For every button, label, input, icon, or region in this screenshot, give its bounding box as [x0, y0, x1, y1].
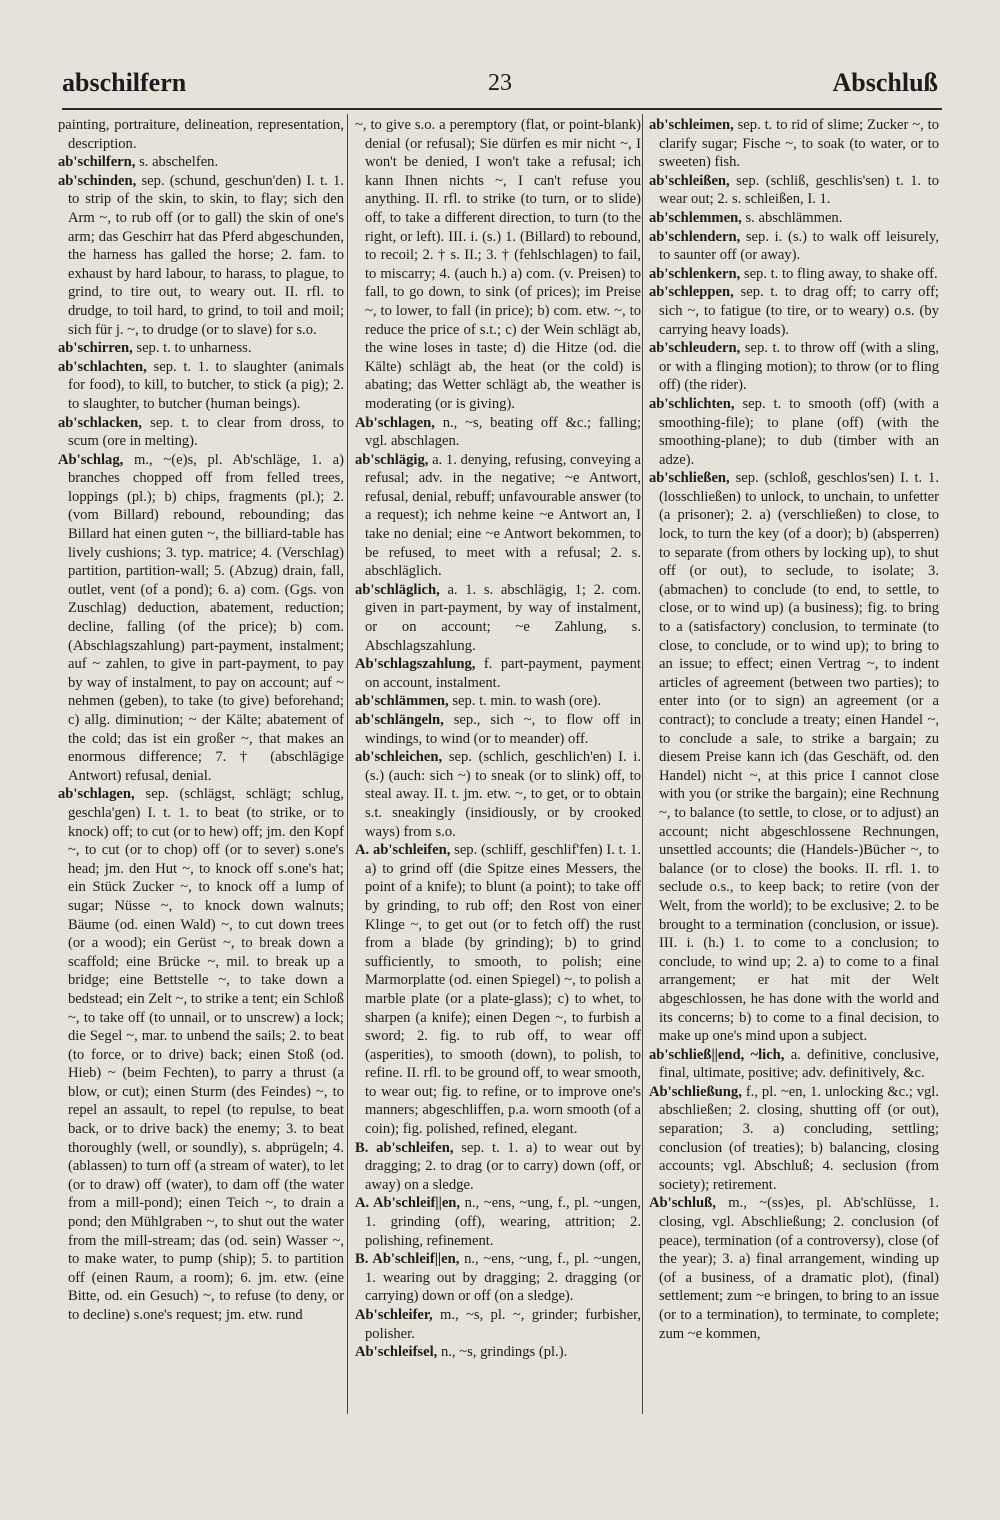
- dictionary-entry: [649, 339, 939, 395]
- entry-headword: ab'schirren,: [58, 340, 133, 357]
- entry-definition: sep. t. 1. a) to wear out by dragging; 2. to drag (or to carry) down (off, or away) on a sledge.: [365, 1139, 641, 1193]
- dictionary-entry: [649, 172, 939, 209]
- dictionary-entry: [355, 692, 641, 711]
- entry-definition: sep. (schund, geschun'den) I. t. 1. to strip of the skin, to skin, to flay; sich den Arm ~, to rub off (or to gall) the skin of one's arm; das Geschirr hat das Pferd abgeschunden, the harness has galled the horse; 2. fam. to exhaust by hard labour, to harass, to plague, to grind, to tire out, to weary out. II. rfl. to drudge, to toil hard, to grind, to toil and moil; sich für j. ~, to drudge (or to slave) for s.o.: [68, 172, 344, 338]
- entry-definition: sep. t. to clear from dross, to scum (ore in melting).: [68, 414, 344, 450]
- column-divider-2: [642, 114, 643, 1414]
- dictionary-entry: [649, 469, 939, 1045]
- entry-headword: Ab'schlagszahlung,: [355, 656, 476, 673]
- entry-headword: ab'schläglich,: [355, 581, 440, 598]
- entry-headword: Ab'schlagen,: [355, 414, 435, 431]
- entry-headword: Ab'schleifsel,: [355, 1344, 438, 1361]
- entry-headword: A. ab'schleifen,: [355, 842, 451, 859]
- entry-headword: A. Ab'schleif||en,: [355, 1195, 461, 1212]
- entry-definition: sep. (schliß, geschlis'sen) t. 1. to wear out; 2. s. schleißen, I. 1.: [659, 172, 939, 208]
- header-rule: [62, 108, 942, 110]
- dictionary-entry: [58, 414, 344, 451]
- entry-headword: ab'schlichten,: [649, 395, 735, 412]
- entry-definition: sep. (schloß, geschlos'sen) I. t. 1. (losschließen) to unlock, to unchain, to unfetter (a prisoner); 2. a) (verschließen) to close, to lock, to turn the key (of a door); b) (absperren) to separate (from others by locking up), to shut off (or out), to seclude, to isolate; 3. (abmachen) to conclude (to end, to settle, to close, or to wind up) (a business); fig. to bring to a (satisfactory) conclusion, to terminate (to close, to conclude, or to wind up); to bring to an issue; to effect; einen Vertrag ~, to indent articles of agreement (between two parties); to enter into (or to sign) an agreement (or a contract); to conclude a treaty; einen Handel ~, to conclude a sale, to strike a bargain; zu diesem Preise kann ich (das Geschäft, od. den Handel) nicht ~, at this price I cannot close with you (or strike the bargain); eine Rechnung ~, to balance (to settle, to close, or to adjust) an account; nicht abgeschlossene Rechnungen, unsettled accounts; die (Handels-)Bücher ~, to balance (or to close) the books. II. rfl. 1. to seclude o.s., to keep back; to retire (von der Welt, from the world); to be exclusive; 2. to be brought to a termination (conclusion, or issue). III. i. (h.) 1. to come to a conclusion; to conclude, to wind up; 2. a) to come to a final arrangement; er hat mit der Welt abgeschlossen, he has done with the world and its concerns; b) to come to a final decision, to make up one's mind upon a subject.: [659, 470, 939, 1045]
- dictionary-entry: [355, 414, 641, 451]
- entry-headword: ab'schleißen,: [649, 172, 730, 189]
- entry-definition: sep. i. (s.) to walk off leisurely, to saunter off (or away).: [659, 228, 939, 264]
- dictionary-entry: [58, 339, 344, 358]
- dictionary-entry: [58, 172, 344, 339]
- dictionary-entry: [649, 116, 939, 172]
- dictionary-entry: [58, 785, 344, 1324]
- dictionary-entry: [355, 1194, 641, 1250]
- entry-definition: a. definitive, conclusive, final, ultimate, positive; adv. definitively, &c.: [659, 1046, 939, 1082]
- dictionary-entry: [649, 209, 939, 228]
- entry-definition: ~, to give s.o. a peremptory (flat, or point-blank) denial (or refusal); Sie dürfen es mir nicht ~, I won't be denied, I won't take a refusal; ich kann Ihnen nichts ~, I can't refuse you anything. II. rfl. to strike (to turn, or to slide) off, to take a different direction, to turn (to the right, or left). III. i. (s.) 1. (Billard) to rebound, to recoil; 2. † s. II.; 3. † (fehlschlagen) to fail, to miscarry; 4. (auch h.) a) com. (v. Preisen) to fall, to go down, to sink (of prices); im Preise ~, to lower, to fall (in price); b) com. etw. ~, to reduce the price of s.t.; c) der Wein schlägt ab, the wine loses in taste; d) die Hitze (od. die Kälte) schlägt ab, the heat (or the cold) is abating; das Wetter schlägt ab, the weather is moderating (or is giving).: [355, 117, 641, 412]
- dictionary-entry: [355, 116, 641, 414]
- dictionary-entry: [649, 395, 939, 469]
- column-1: [58, 116, 344, 1416]
- right-running-headword: Abschluß: [832, 68, 938, 97]
- entry-headword: ab'schlenkern,: [649, 265, 741, 282]
- dictionary-entry: [355, 1250, 641, 1306]
- entry-headword: ab'schlendern,: [649, 228, 741, 245]
- entry-headword: ab'schleimen,: [649, 117, 734, 133]
- column-3: [649, 116, 939, 1416]
- dictionary-entry: [355, 1139, 641, 1195]
- entry-definition: sep. t. to unharness.: [136, 340, 252, 357]
- entry-definition: m., ~(ss)es, pl. Ab'schlüsse, 1. closing, vgl. Abschließung; 2. conclusion (of peace), termination (of a controversy), close (of the year); 3. a) final arrangement, winding up (of a business, of a dramatic plot), (final) settlement; zum ~e bringen, to bring to an issue (or to a termination), to terminate, to complete; zum ~e kommen,: [659, 1195, 939, 1342]
- entry-headword: ab'schinden,: [58, 172, 137, 189]
- entry-headword: ab'schlemmen,: [649, 209, 742, 226]
- entry-definition: sep. (schlich, geschlich'en) I. i. (s.) (auch: sich ~) to sneak (or to slink) off, to steal away. II. t. jm. etw. ~, to get, or to obtain s.t. sneakingly (insidiously, or by crooked ways) from s.o.: [365, 749, 641, 840]
- entry-headword: ab'schleppen,: [649, 284, 734, 301]
- entry-headword: ab'schlämmen,: [355, 693, 449, 710]
- entry-definition: n., ~s, grindings (pl.).: [440, 1344, 568, 1361]
- entry-definition: m., ~s, pl. ~, grinder; furbisher, polisher.: [365, 1307, 641, 1342]
- dictionary-entry: [649, 1046, 939, 1083]
- entry-headword: Ab'schleifer,: [355, 1307, 433, 1323]
- dictionary-entry: [355, 451, 641, 581]
- entry-definition: n., ~ens, ~ung, f., pl. ~ungen, 1. wearing out by dragging; 2. dragging (or carrying) down or off (on a sledge).: [365, 1251, 641, 1305]
- entry-definition: n., ~s, beating off &c.; falling; vgl. abschlagen.: [365, 414, 641, 450]
- dictionary-entry: [58, 358, 344, 414]
- entry-definition: n., ~ens, ~ung, f., pl. ~ungen, 1. grinding (off), wearing, attrition; 2. polishing, refinement.: [365, 1195, 641, 1249]
- entry-headword: B. Ab'schleif||en,: [355, 1251, 460, 1268]
- entry-definition: sep. t. to throw off (with a sling, or with a flinging motion); to throw (or to fling off) (the rider).: [659, 340, 939, 394]
- entry-definition: sep. t. to smooth (off) (with a smoothing-file); to plane (off) (with the smoothing-plane); to dub (timber with an adze).: [659, 395, 939, 468]
- column-2: [355, 116, 641, 1416]
- entry-headword: ab'schlachten,: [58, 358, 147, 375]
- dictionary-entry: [649, 265, 939, 284]
- entry-headword: ab'schilfern,: [58, 154, 136, 171]
- entry-headword: ab'schlägig,: [355, 451, 429, 468]
- entry-headword: Ab'schließung,: [649, 1083, 742, 1100]
- entry-headword: ab'schleichen,: [355, 749, 443, 766]
- left-running-headword: abschilfern: [62, 68, 187, 97]
- entry-definition: painting, portraiture, delineation, representation, description.: [58, 117, 344, 152]
- dictionary-entry: [58, 451, 344, 786]
- entry-definition: sep. t. to rid of slime; Zucker ~, to clarify sugar; Fische ~, to soak (to water, or to sweeten) fish.: [659, 117, 939, 171]
- dictionary-entry: [355, 1343, 641, 1362]
- dictionary-entry: [355, 841, 641, 1139]
- entry-headword: Ab'schlag,: [58, 451, 124, 468]
- entry-definition: m., ~(e)s, pl. Ab'schläge, 1. a) branches chopped off from felled trees, loppings (pl.); b) chips, fragments (pl.); 2. (vom Billard) rebound, rebounding; das Billard hat einen guten ~, the billiard-table has lively cushions; 3. typ. matrice; 4. (Verschlag) partition, partition-wall; 5. (Abzug) drain, fall, outlet, vent (of a pond); 6. a) com. (Ggs. von Zuschlag) deduction, abatement, reduction; decline, falling (of the price); b) com. (Abschlagszahlung) part-payment, instalment; auf ~ zahlen, to give in part-payment, to pay by way of instalment, to pay on account; auf ~ nehmen (geben), to take (to give) beforehand; c) allg. diminution; ~ der Kälte; abatement of the cold; das ist ein großer ~, that makes an enormous difference; 7. † (abschlägige Antwort) refusal, denial.: [68, 451, 344, 784]
- dictionary-entry: [355, 655, 641, 692]
- entry-definition: sep. (schlägst, schlägt; schlug, geschla'gen) I. t. 1. to beat (to strike, or to knock) off; to cut (or to hew) off; jm. den Kopf ~, to cut (or to chop) off (or to sever) s.one's head; jm. den Hut ~, to knock off s.one's hat; ein Stück Zucker ~, to knock off a lump of sugar; Nüsse ~, to knock down walnuts; Bäume (od. einen Wald) ~, to cut down trees (or a wood); ein Gerüst ~, to break down a scaffold; eine Brücke ~, mil. to break up a bridge; eine Bettstelle ~, to take down a bedstead; ein Zelt ~, to strike a tent; ein Schloß ~, to take off (to unnail, or to unscrew) a lock; die Segel ~, mar. to unbend the sails; 2. to beat (to force, or to drive) back; einen Stoß (od. Hieb) ~ (beim Fechten), to parry a thrust (a blow, or cut); einen Sturm (des Feindes) ~, to repel an assault, to repel (to repulse, to beat back, or to drive back) the enemy; 3. to beat thoroughly (well, or soundly), s. abprügeln; 4. (ablassen) to turn off (a stream of water), to let (or to draw) off (water), to dam off (the water from a mill-pond); einen Teich ~, to drain a pond; den Mühlgraben ~, to shut out the water from the mill-stream; das (od. sein) Wasser ~, to make water, to pump (ship); 5. to partition off (einen Raum, a room); 6. jm. etw. (eine Bitte, od. ein Gesuch) ~, to refuse (to deny, or to decline) s.one's request; jm. etw. rund: [68, 786, 344, 1323]
- entry-headword: ab'schließen,: [649, 470, 730, 487]
- dictionary-entry: [649, 228, 939, 265]
- column-divider-1: [347, 114, 348, 1414]
- entry-headword: ab'schlagen,: [58, 786, 135, 803]
- dictionary-entry: [649, 1083, 939, 1195]
- entry-definition: sep., sich ~, to flow off in windings, to wind (or to meander) off.: [365, 712, 641, 747]
- entry-headword: ab'schlacken,: [58, 414, 142, 431]
- dictionary-entry: [58, 153, 344, 172]
- page-header: [62, 66, 938, 106]
- dictionary-entry: [355, 1306, 641, 1343]
- page-number: 23: [488, 70, 512, 96]
- entry-headword: B. ab'schleifen,: [355, 1139, 454, 1156]
- dictionary-entry: [355, 711, 641, 748]
- entry-definition: a. 1. denying, refusing, conveying a refusal; adv. in the negative; ~e Antwort, refusal, denial, rebuff; unfavourable answer (to a request); ich nehme keine ~e Antwort an, I take no denial; eine ~e Antwort bekommen, to be refused, to meet with a refusal; 2. s. abschläglich.: [365, 451, 641, 580]
- dictionary-entry: [355, 581, 641, 655]
- entry-headword: ab'schleudern,: [649, 340, 741, 357]
- dictionary-entry: [355, 748, 641, 841]
- entry-definition: f., pl. ~en, 1. unlocking &c.; vgl. abschließen; 2. closing, shutting off (or out), separation; 3. a) concluding, settling; conclusion (of treaties); b) balancing, closing accounts; vgl. Abschluß; 4. seclusion (from society); retirement.: [659, 1083, 939, 1193]
- dictionary-entry: [649, 283, 939, 339]
- entry-definition: a. 1. s. abschlägig, 1; 2. com. given in part-payment, by way of instalment, or on account; ~e Zahlung, s. Abschlagszahlung.: [365, 581, 641, 654]
- entry-definition: s. abschelfen.: [139, 154, 219, 171]
- entry-definition: sep. t. to drag off; to carry off; sich ~, to fatigue (to tire, or to weary) o.s. (by carrying heavy loads).: [659, 284, 939, 338]
- entry-definition: sep. (schliff, geschlif'fen) I. t. 1. a) to grind off (die Spitze eines Messers, the point of a knife); to blunt (a point); to take off by grinding, to rub off; den Rost von einer Klinge ~, to get out (or to fetch off) the rust from a blade (by grinding); b) to grind sufficiently, to smooth, to polish; eine Marmorplatte (od. einen Spiegel) ~, to polish a marble plate (or a plate-glass); c) to whet, to sharpen (a knife); einen Degen ~, to furbish a sword; 2. fig. to rub off, to wear off (asperities), to smooth (down), to polish, to refine. II. rfl. to be ground off, to wear smooth, to wear out; fig. to refine, or to improve one's manners; abgeschliffen, p.a. worn smooth (of a coin); fig. polished, refined, elegant.: [365, 842, 641, 1138]
- dictionary-entry: [58, 116, 344, 153]
- entry-definition: s. abschlämmen.: [745, 209, 843, 226]
- entry-definition: sep. t. 1. to slaughter (animals for food), to kill, to butcher, to stick (a pig); 2. to slaughter, to butcher (human beings).: [68, 358, 344, 412]
- dictionary-entry: [649, 1194, 939, 1343]
- entry-headword: Ab'schluß,: [649, 1195, 716, 1212]
- entry-definition: f. part-payment, payment on account, instalment.: [365, 656, 641, 691]
- entry-headword: ab'schließ||end, ~lich,: [649, 1046, 785, 1063]
- entry-definition: sep. t. to fling away, to shake off.: [743, 265, 938, 282]
- entry-definition: sep. t. min. to wash (ore).: [452, 693, 602, 710]
- entry-headword: ab'schlängeln,: [355, 712, 444, 728]
